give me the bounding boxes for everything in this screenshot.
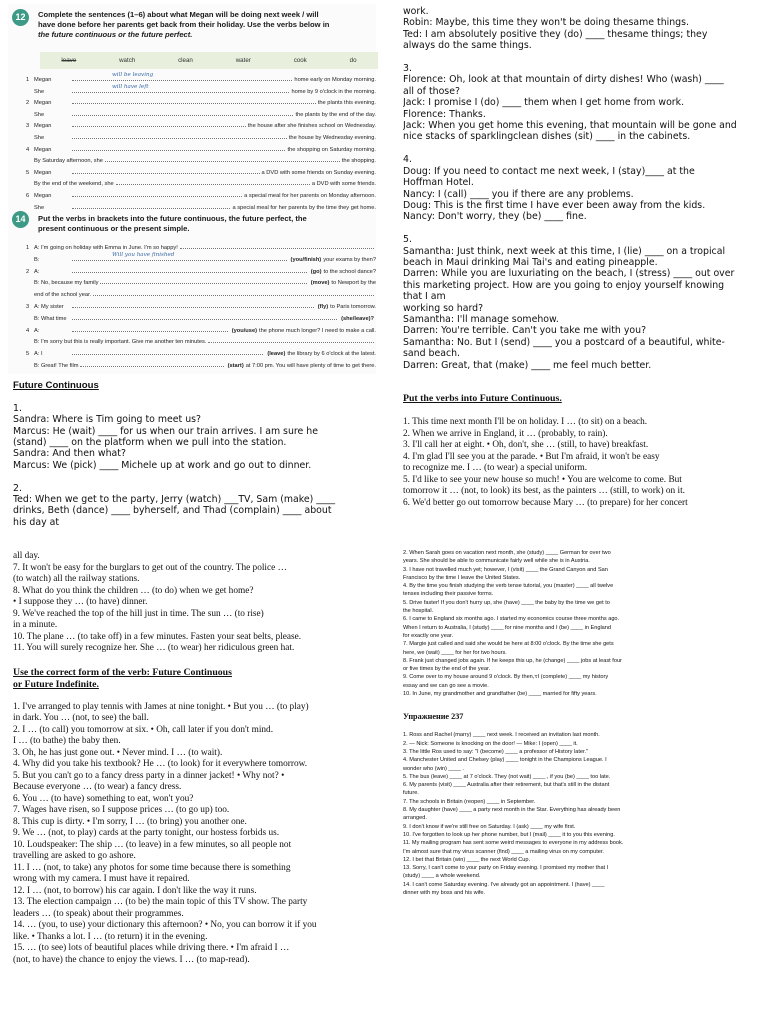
row-tail: the house after she finishes school on Wednesday.	[247, 123, 376, 130]
row-num: 2	[26, 100, 30, 107]
right-upper-section	[403, 6, 763, 509]
text-line: beach in Maui drinking Mai Tai's and eating pineapple.	[403, 256, 658, 268]
exercise-row	[26, 109, 376, 118]
text-line: 8. My daughter (have) ____ a party next month in the Star. Everything has already been	[403, 807, 621, 814]
text-line: 6. We'd better go out tomorrow because Mary … (to prepare) for her concert	[403, 497, 688, 508]
row-who: Megan	[34, 193, 52, 199]
text-line: 13. The election campaign … (to be) the main topic of this TV show. The party	[13, 897, 308, 907]
row-num: 3	[26, 123, 30, 130]
text-line: 9. I don't know if we're still free on Saturday. I (ask) ____ my wife first.	[403, 823, 576, 830]
row-who: Megan	[34, 123, 52, 130]
text-line: 11. I … (not, to take) any photos for some time because there is something	[13, 862, 291, 873]
exercise-14-title: Put the verbs in brackets into the future continuous, the future perfect, the present continuous or the present simple.	[38, 214, 307, 233]
text-line: Marcus: He (wait) ____ for us when our train arrives. I am sure he	[13, 425, 318, 437]
text-line: tomorrow it … (not, to look) its best, as the painters … (still, to work) on it.	[403, 486, 685, 496]
text-line: work.	[403, 6, 429, 17]
exercise-row	[26, 336, 376, 345]
row-verb: (leave)	[267, 351, 286, 358]
text-line: in dark. You … (not, to see) the ball.	[13, 713, 149, 723]
text-line: Florence: Thanks.	[403, 108, 486, 120]
text-line: 4. By the time you finish studying the verb tense tutorial, you (master) ____ all twelve	[403, 583, 614, 590]
text-line: 4.	[403, 154, 412, 166]
exercise-12-title: Complete the sentences (1–6) about what Megan will be doing next week / will have done before her parents get back from their holiday. Use the verbs below in the future continuous or the future perfect.	[38, 10, 330, 39]
row-tail: your exams by then?	[323, 256, 376, 263]
text-line: working so hard?	[403, 302, 484, 314]
left-upper-lines	[13, 391, 373, 528]
text-line: 1. I've arranged to play tennis with James at nine tonight. • But you … (to play)	[13, 701, 309, 712]
answer-blank[interactable]	[72, 202, 230, 209]
row-tail: the shopping on Saturday morning.	[287, 146, 376, 153]
future-continuous-heading: Future Continuous	[13, 380, 99, 391]
text-line: 5.	[403, 234, 412, 246]
text-line: in a minute.	[13, 620, 58, 630]
answer-blank[interactable]	[116, 178, 310, 185]
text-line: travelling are asked to go ashore.	[13, 851, 136, 861]
verb-option: watch	[119, 57, 136, 64]
text-line: 11. You will surely recognize her. She … (to wear) her ridiculous green hat.	[13, 643, 295, 653]
text-line: (study) ____ a whole weekend.	[403, 873, 481, 880]
verb-option: do	[349, 57, 357, 64]
text-line: 7. The schools in Britain (reopen) ____ in September.	[403, 798, 536, 805]
row-tail: to Newport by the	[331, 280, 376, 287]
row-who: A: I'm going on holiday with Emma in June. I'm so happy!	[34, 245, 178, 251]
row-num: 6	[26, 193, 30, 199]
text-line: that I am	[403, 291, 446, 303]
text-line: 10. Loudspeaker: The ship … (to leave) in a few minutes, so all people not	[13, 839, 292, 850]
text-line: this marketing project. How are you going to enjoy yourself knowing	[403, 279, 725, 291]
answer-blank[interactable]	[72, 190, 242, 197]
verb-option: leave	[61, 57, 77, 64]
row-tail: a DVD with some friends on Sunday evening.	[261, 169, 376, 176]
row-who: By Saturday afternoon, she	[34, 158, 103, 165]
exercise-237-lines	[403, 731, 765, 897]
text-line: 2.	[13, 482, 22, 494]
row-verb: (start)	[227, 363, 244, 369]
text-line: 1. Ross and Rachel (marry) ____ next week. I received an invitation last month.	[403, 732, 600, 739]
text-line: Doug: If you need to contact me next week, I (stay)____ at the	[403, 165, 695, 177]
text-line: I'm almost sure that my virus scanner (find) ____ a mailing virus on my computer.	[403, 848, 604, 855]
text-line: (not, to have) the chance to enjoy the views. I … (to map-read).	[13, 954, 250, 965]
text-line: 3. The little Ros used to say: "I (become) ____ a professor of History later."	[403, 748, 589, 755]
row-tail: at 7:00 pm. You will have plenty of time to get there.	[245, 363, 376, 369]
row-who: B: No, because my family	[34, 280, 99, 287]
text-line: 1. This time next month I'll be on holiday. I … (to sit) on a beach.	[403, 417, 648, 427]
text-line: 9. We've reached the top of the hill just in time. The sun … (to rise)	[13, 608, 264, 619]
text-line: Nancy: Don't worry, they (be) ____ fine.	[403, 211, 587, 223]
row-who: She	[34, 135, 45, 141]
answer-blank[interactable]	[93, 289, 374, 296]
row-who: B: What time	[34, 315, 67, 322]
answer-blank[interactable]	[80, 360, 223, 367]
text-line: all day.	[13, 551, 40, 561]
text-line: Francisco by the time I leave the United States.	[403, 574, 521, 581]
row-tail: to the school dance?	[323, 268, 376, 275]
text-line: 8. This cup is dirty. • I'm sorry, I … (to bring) you another one.	[13, 816, 247, 827]
put-verbs-heading: Put the verbs into Future Continuous.	[403, 393, 562, 404]
text-line: Because everyone … (to wear) a fancy dress.	[13, 782, 182, 792]
text-line: 13. Sorry, I can't come to your party on Friday evening. I promised my mother that I	[403, 865, 609, 872]
text-line: his day at	[13, 516, 60, 528]
text-line: 7. Margie just called and said she would be here at 8:00 o'clock. By the time she gets	[403, 641, 614, 648]
exercise-row	[26, 167, 376, 176]
answer-blank[interactable]	[72, 144, 285, 151]
text-line: 7. It won't be easy for the burglars to get out of the country. The police …	[13, 562, 287, 573]
text-line: for exactly one year.	[403, 632, 454, 639]
verb-option: water	[235, 57, 251, 64]
text-line: (stand) ____ on the platform when we pull into the station.	[13, 437, 287, 449]
text-line: Samantha: Just think, next week at this time, I (lie) ____ on a tropical	[403, 245, 726, 257]
text-line: 3. Oh, he has just gone out. • Never mind. I … (to wait).	[13, 747, 223, 758]
text-line: wonder who (win) ____ .	[403, 765, 464, 772]
row-tail: to Paris tomorrow.	[330, 304, 376, 310]
row-num: 1	[26, 77, 30, 83]
answer-blank[interactable]	[100, 277, 306, 284]
text-line: 4. I'm glad I'll see you at the parade. • But I'm afraid, it won't be easy	[403, 451, 660, 462]
row-hint: will have left	[112, 83, 149, 90]
text-line: always do the same things.	[403, 40, 532, 52]
text-line: 5. The bus (leave) ____ at 7 o'clock. They (not wait) ____ , if you (be) ____ too late.	[403, 773, 611, 780]
exercise-row	[26, 325, 376, 334]
text-line: leaders … (to speak) about their programmes.	[13, 908, 184, 919]
text-line: Darren: You're terrible. Can't you take me with you?	[403, 325, 647, 337]
exercise-row	[26, 190, 376, 199]
exercise-row	[26, 301, 376, 310]
row-who: A:	[34, 327, 40, 334]
text-line: 2. When we arrive in England, it … (probably, to rain).	[403, 428, 608, 439]
text-line: 8. What do you think the children … (to do) when we get home?	[13, 585, 254, 596]
row-tail: home early on Monday morning.	[294, 77, 376, 83]
text-line: 6. My parents (visit) ____ Australia after their retirement, but that's still in the distant	[403, 782, 610, 789]
answer-blank[interactable]	[72, 251, 287, 261]
row-tail: a special meal for her parents on Monday afternoon.	[244, 193, 376, 199]
text-line: 8. Frank just changed jobs again. If he keeps this up, he (change) ____ jobs at least four	[403, 657, 622, 664]
row-who: A: I	[34, 351, 43, 358]
text-line: 1.	[13, 402, 22, 414]
text-line: 4. Manchester United and Chelsey (play) ____ tonight in the Champions League. I	[403, 757, 607, 764]
exercise-row	[26, 251, 376, 263]
answer-blank[interactable]	[72, 266, 307, 273]
row-who: Megan	[34, 100, 52, 107]
row-who: By the end of the weekend, she	[34, 181, 114, 188]
row-num: 5	[26, 351, 30, 358]
text-line: here, we (wait) ____ for her for two hours.	[403, 649, 507, 656]
answer-blank[interactable]	[72, 167, 260, 174]
exercise-row	[26, 178, 376, 187]
exercise-row	[26, 348, 376, 357]
text-line: 5. I'd like to see your new house so much! • You are welcome to come. But	[403, 474, 682, 485]
text-line: 10. I've forgotten to look up her phone number, but I (mail) ____ it to you this evening.	[403, 831, 615, 838]
text-line: 5. Drive faster! If you don't hurry up, she (have) ____ the baby by the time we get to	[403, 599, 610, 606]
text-line	[403, 223, 763, 234]
text-line: 15. … (to see) lots of beautiful places while driving there. • I'm afraid I …	[13, 943, 290, 953]
text-line: 2. When Sarah goes on vacation next month, she (study) ____ German for over two	[403, 550, 611, 556]
text-line: 2. I … (to call) you tomorrow at six. • Oh, call later if you don't mind.	[13, 724, 274, 735]
text-line: • I suppose they … (to have) dinner.	[13, 597, 148, 607]
text-line: 12. I bet that Britain (win) ____ the next World Cup.	[403, 856, 531, 863]
text-line: 3. I have not travelled much yet; however, I (visit) ____ the Grand Canyon and San	[403, 566, 608, 573]
text-line: Samantha: I'll manage somehow.	[403, 313, 559, 325]
text-line	[13, 471, 373, 482]
answer-blank[interactable]	[72, 109, 293, 116]
row-hint: will be leaving	[112, 72, 154, 78]
row-who: A: My sister	[34, 304, 64, 310]
exercise-row	[26, 277, 376, 286]
text-line: 6. You … (to have) something to eat, won't you?	[13, 793, 194, 804]
text-line: Doug: This is the first time I have ever been away from the kids.	[403, 199, 706, 211]
text-line: 3.	[403, 63, 412, 75]
row-verb: (she/leave)?	[341, 315, 374, 322]
text-line: 5. But you can't go to a fancy dress party in a dinner jacket! • Why not? •	[13, 770, 285, 781]
correct-form-heading: Use the correct form of the verb: Future Continuous or Future Indefinite.	[13, 666, 232, 690]
exercise-row	[26, 144, 376, 153]
row-who: Megan	[34, 169, 52, 176]
answer-blank[interactable]	[72, 325, 228, 332]
answer-blank[interactable]	[72, 348, 263, 355]
text-line: 4. Why did you take his textbook? He … (to look) for it everywhere tomorrow.	[13, 759, 308, 769]
row-who: She	[34, 111, 45, 118]
left-lower-lines	[13, 551, 375, 655]
text-line: Jack: When you get home this evening, that mountain will be gone and	[403, 120, 737, 132]
text-line: Darren: Great, that (make) ____ me feel much better.	[403, 359, 652, 371]
future-perfect-lines	[403, 549, 765, 698]
correct-form-lines	[13, 702, 375, 967]
text-line: or five times by the end of the year.	[403, 666, 491, 673]
row-verb: (go)	[310, 268, 322, 275]
row-num: 2	[26, 268, 30, 275]
text-line: Samantha: No. But I (send) ____ you a postcard of a beautiful, white-	[403, 336, 725, 348]
answer-blank[interactable]	[72, 313, 337, 320]
row-verb: (fly)	[317, 304, 329, 310]
row-verb: (move)	[310, 280, 330, 287]
text-line: dinner with my boss and his wife.	[403, 889, 486, 896]
text-line: Jack: I promise I (do) ____ them when I get home from work.	[403, 97, 685, 109]
row-verb: (you/use)	[231, 327, 257, 334]
row-who: Megan	[34, 77, 52, 83]
text-line: I … (to bathe) the baby then.	[13, 736, 121, 746]
exercise-row	[26, 120, 376, 129]
row-tail: the house by Wednesday evening.	[288, 135, 376, 141]
text-line: When I return to Australia, I (study) ____ for nine months and I (be) ____ in England	[403, 624, 612, 631]
text-line: like. • Thanks a lot. I … (to return) it in the evening.	[13, 931, 208, 942]
text-line: 2. — Nick: Someone is knocking on the door! — Mike: I (open) ____ it.	[403, 740, 578, 747]
row-num: 4	[26, 146, 30, 153]
text-line: Florence: Oh, look at that mountain of dirty dishes! Who (wash) ____	[403, 74, 724, 86]
text-line: 10. In June, my grandmother and grandfather (be) ____ married for fifty years.	[403, 691, 597, 698]
text-line: Hoffman Hotel.	[403, 177, 474, 189]
verb-option: cook	[293, 57, 307, 64]
answer-blank[interactable]	[208, 336, 374, 343]
text-line: (to watch) all the railway stations.	[13, 574, 140, 584]
exercise-row	[26, 289, 376, 298]
answer-blank[interactable]	[180, 242, 374, 249]
text-line: 14. I can't come Saturday evening. I've already got an appointment. I (have) ____	[403, 881, 605, 888]
text-line	[403, 143, 763, 154]
text-line: the hospital.	[403, 608, 434, 615]
exercise-row	[26, 360, 376, 369]
text-line: drinks, Beth (dance) ____ byherself, and Thad (complain) ____ about	[13, 505, 332, 517]
row-who: end of the school year.	[34, 292, 92, 299]
row-verb: (you/finish)	[290, 256, 322, 263]
text-line: arranged.	[403, 815, 427, 822]
text-line: Darren: While you are luxuriating on the beach, I (stress) ____ out over	[403, 268, 735, 280]
exercise-row	[26, 242, 376, 251]
row-tail: the library by 6 o'clock at the latest.	[287, 351, 376, 358]
row-tail: the plants this evening.	[317, 100, 376, 107]
left-upper-section	[13, 380, 373, 528]
row-tail: a DVD with some friends.	[311, 181, 376, 188]
text-line: 7. Wages have risen, so I suppose prices … (to go up) too.	[13, 805, 230, 815]
answer-blank[interactable]	[72, 97, 316, 104]
row-num: 4	[26, 327, 30, 334]
right-upper-lines	[403, 6, 763, 371]
right-lower-section	[403, 549, 765, 897]
answer-blank[interactable]	[72, 74, 292, 81]
row-num: 3	[26, 304, 30, 310]
text-line: future.	[403, 790, 419, 797]
row-tail: the plants by the end of the day.	[295, 111, 376, 118]
exercise-row	[26, 266, 376, 275]
text-line: years. She should be able to communicate fairly well while she is in Austria.	[403, 558, 590, 565]
row-who: She	[34, 204, 45, 211]
text-line: Ted: I am absolutely positive they (do) ____ thesame things; they	[403, 28, 708, 40]
answer-blank[interactable]	[105, 155, 340, 162]
left-lower-section	[13, 551, 375, 966]
exercise-row	[26, 132, 376, 141]
row-who: She	[34, 88, 45, 95]
exercise-237-heading: Упражнение 237	[403, 712, 464, 722]
text-line: 9. Come over to my house around 9 o'clock. By then,ꚍI (complete) ____ my history	[403, 674, 609, 681]
text-line: tenses including their passive forms.	[403, 591, 494, 598]
text-line	[403, 52, 763, 63]
text-line: 11. My mailing program has sent some weird messages to everyone in my address book.	[403, 840, 624, 847]
text-line: 3. I'll call her at eight. • Oh, don't, she … (still, to have) breakfast.	[403, 440, 649, 450]
row-who: A:	[34, 268, 40, 275]
text-line: 14. … (you, to use) your dictionary this afternoon? • No, you can borrow it if you	[13, 920, 317, 930]
put-verbs-lines	[403, 417, 763, 509]
answer-blank[interactable]	[72, 83, 289, 93]
text-line: sand beach.	[403, 348, 461, 360]
answer-blank[interactable]	[72, 120, 246, 127]
text-line: Nancy: I (call) ____ you if there are any problems.	[403, 188, 634, 200]
exercise-row	[26, 155, 376, 164]
verb-word-box	[40, 52, 378, 69]
row-who: B:	[34, 256, 40, 263]
text-line: Ted: When we get to the party, Jerry (watch) ___TV, Sam (make) ____	[13, 494, 336, 506]
row-tail: a special meal for her parents by the time they get home.	[232, 204, 376, 211]
text-line: Marcus: We (pick) ____ Michele up at work and go out to dinner.	[13, 459, 312, 471]
text-line	[13, 391, 373, 402]
exercise-row	[26, 97, 376, 106]
row-who: B: I'm sorry but this is really important. Give me another ten minutes.	[34, 339, 207, 346]
exercise-row	[26, 83, 376, 95]
text-line: all of those?	[403, 85, 460, 97]
row-hint: Will you have finished	[112, 251, 175, 258]
exercise-14-badge: 14	[12, 211, 29, 228]
answer-blank[interactable]	[72, 301, 314, 308]
text-line: 12. I … (not, to borrow) his car again. I don't like the way it runs.	[13, 885, 257, 896]
row-num: 5	[26, 169, 30, 176]
text-line: Robin: Maybe, this time they won't be doing thesame things.	[403, 17, 690, 29]
textbook-scan	[8, 4, 376, 374]
row-tail: home by 9 o'clock in the morning.	[291, 88, 376, 95]
text-line: essay and we can go see a movie.	[403, 682, 489, 689]
exercise-row	[26, 313, 376, 322]
text-line: nice stacks of sparklingclean dishes (sit) ____ in the cabinets.	[403, 131, 691, 143]
text-line: 9. We … (not, to play) cards at the party tonight, our hostess forbids us.	[13, 828, 280, 838]
row-who: Megan	[34, 146, 52, 153]
text-line: 6. I came to England six months ago. I started my economics course three months ago.	[403, 616, 620, 623]
text-line: Sandra: And then what?	[13, 448, 126, 460]
text-line: wrong with my camera. I must have it repaired.	[13, 874, 190, 884]
row-who: B: Great! The film	[34, 363, 79, 369]
exercise-row	[26, 74, 376, 83]
text-line: 10. The plane … (to take off) in a few minutes. Fasten your seat belts, please.	[13, 631, 302, 642]
text-line: to recognize me. I … (to wear) a special uniform.	[403, 463, 588, 473]
verb-option: clean	[178, 57, 193, 64]
row-tail: the phone much longer? I need to make a call.	[259, 327, 376, 334]
exercise-12-badge: 12	[12, 9, 29, 26]
exercise-row	[26, 202, 376, 211]
row-num: 1	[26, 245, 30, 251]
row-tail: the shopping.	[341, 158, 376, 165]
text-line: Sandra: Where is Tim going to meet us?	[13, 414, 202, 426]
answer-blank[interactable]	[72, 132, 287, 139]
